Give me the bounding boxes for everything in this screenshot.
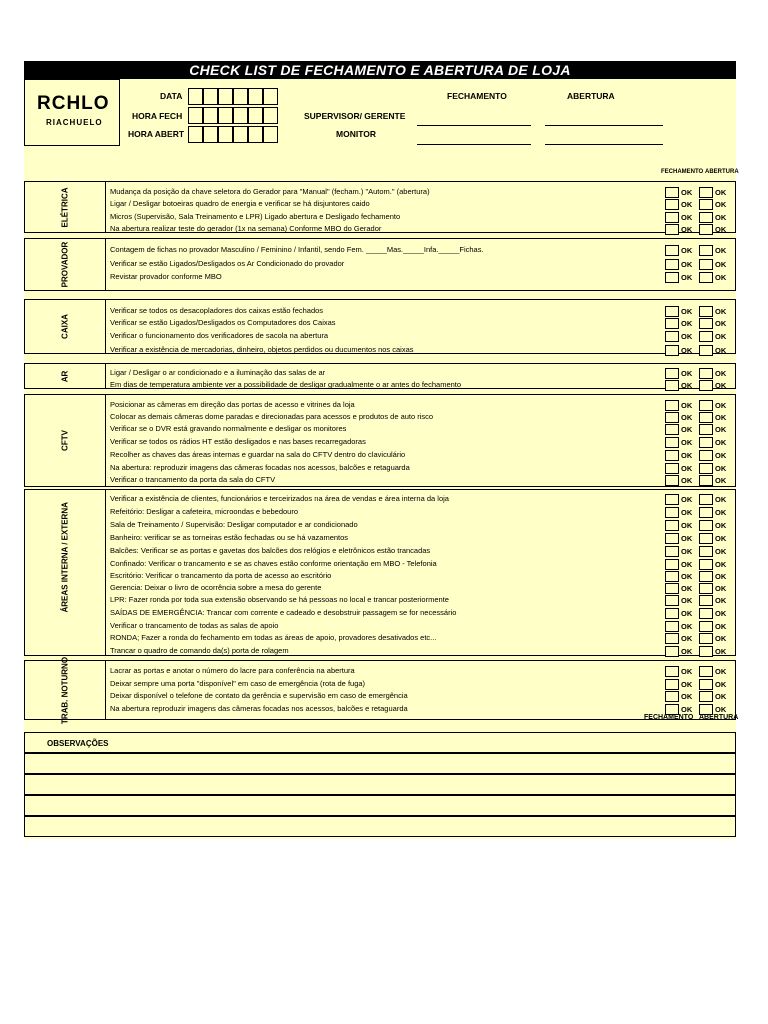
abertura-checkbox[interactable] (699, 224, 713, 235)
ok-label: OK (681, 369, 693, 378)
abertura-checkbox[interactable] (699, 187, 713, 198)
checklist-item: Na abertura: reproduzir imagens das câmeras focadas nos acessos, balcões e retaguarda (110, 463, 410, 472)
checklist-item: Banheiro: verificar se as torneiras estão fechadas ou se há vazamentos (110, 533, 349, 542)
ok-label: OK (715, 346, 727, 355)
fechamento-checkbox[interactable] (665, 571, 679, 582)
ok-label: OK (715, 609, 727, 618)
fechamento-checkbox[interactable] (665, 475, 679, 486)
fechamento-checkbox[interactable] (665, 494, 679, 505)
ok-label: OK (681, 560, 693, 569)
ok-label: OK (715, 438, 727, 447)
checklist-item: Verificar o trancamento de todas as salas de apoio (110, 621, 279, 630)
ok-label: OK (715, 200, 727, 209)
col-header-fechamento-top: FECHAMENTO (661, 169, 704, 175)
ok-label: OK (681, 547, 693, 556)
fechamento-checkbox[interactable] (665, 380, 679, 391)
ok-label: OK (681, 200, 693, 209)
abertura-checkbox[interactable] (699, 259, 713, 270)
ok-label: OK (715, 273, 727, 282)
ok-label: OK (715, 596, 727, 605)
ok-label: OK (681, 647, 693, 656)
checklist-item: LPR: Fazer ronda por toda sua extensão observando se há pessoas no local e trancar posteriormente (110, 595, 449, 604)
checklist-item: Verificar se estão Ligados/Desligados os Ar Condicionado do provador (110, 259, 345, 268)
date-grid-cell[interactable] (263, 88, 278, 105)
fechamento-checkbox[interactable] (665, 646, 679, 657)
ok-label: OK (681, 680, 693, 689)
monitor-label: MONITOR (336, 129, 376, 139)
fechamento-checkbox[interactable] (665, 259, 679, 270)
ok-label: OK (681, 521, 693, 530)
abertura-checkbox[interactable] (699, 437, 713, 448)
date-grid-cell[interactable] (263, 107, 278, 124)
ok-label: OK (681, 319, 693, 328)
monitor-fechamento-line[interactable] (417, 144, 531, 145)
date-grid-cell[interactable] (248, 126, 263, 143)
abertura-checkbox[interactable] (699, 571, 713, 582)
section-6 (24, 489, 736, 656)
fechamento-checkbox[interactable] (665, 331, 679, 342)
abertura-checkbox[interactable] (699, 380, 713, 391)
section-4 (24, 363, 736, 389)
checklist-item: Deixar disponível o telefone de contato da gerência e supervisão em caso de emergência (110, 691, 408, 700)
ok-label: OK (715, 667, 727, 676)
observacoes-line[interactable] (24, 753, 736, 774)
checklist-item: Na abertura realizar teste do gerador (1x na semana) Conforme MBO do Gerador (110, 224, 382, 233)
section-label: PROVADOR (60, 241, 70, 288)
abertura-checkbox[interactable] (699, 646, 713, 657)
col-header-fechamento-bottom: FECHAMENTO (644, 714, 694, 721)
ok-label: OK (681, 188, 693, 197)
checklist-item: Ligar / Desligar botoeiras quadro de energia e verificar se há disjuntores caido (110, 199, 370, 208)
checklist-item: Revistar provador conforme MBO (110, 272, 222, 281)
ok-label: OK (681, 667, 693, 676)
ok-label: OK (681, 584, 693, 593)
checklist-item: Verificar se o DVR está gravando normalmente e desligar os monitores (110, 424, 347, 433)
ok-label: OK (715, 413, 727, 422)
abertura-checkbox[interactable] (699, 507, 713, 518)
ok-label: OK (681, 451, 693, 460)
ok-label: OK (715, 495, 727, 504)
fechamento-checkbox[interactable] (665, 633, 679, 644)
abertura-checkbox[interactable] (699, 533, 713, 544)
checklist-item: RONDA; Fazer a ronda do fechamento em todas as áreas de apoio, provadores desativados etc... (110, 633, 437, 642)
ok-label: OK (681, 534, 693, 543)
abertura-checkbox[interactable] (699, 608, 713, 619)
ok-label: OK (715, 319, 727, 328)
date-grid-cell[interactable] (218, 126, 233, 143)
ok-label: OK (681, 572, 693, 581)
logo-sub-text: RIACHUELO (46, 118, 103, 127)
fechamento-checkbox[interactable] (665, 199, 679, 210)
fechamento-checkbox[interactable] (665, 224, 679, 235)
ok-label: OK (681, 705, 693, 714)
abertura-checkbox[interactable] (699, 666, 713, 677)
abertura-checkbox[interactable] (699, 559, 713, 570)
observacoes-line[interactable] (24, 795, 736, 816)
checklist-item: SAÍDAS DE EMERGÊNCIA: Trancar com corrente e cadeado e desobstruir passagem se for necessário (110, 608, 457, 617)
observacoes-label: OBSERVAÇÕES (47, 739, 109, 748)
fechamento-checkbox[interactable] (665, 424, 679, 435)
fechamento-checkbox[interactable] (665, 437, 679, 448)
fechamento-checkbox[interactable] (665, 507, 679, 518)
checklist-item: Verificar se estão Ligados/Desligados os Computadores dos Caixas (110, 318, 336, 327)
ok-label: OK (715, 547, 727, 556)
ok-label: OK (715, 521, 727, 530)
checklist-item: Lacrar as portas e anotar o número do lacre para conferência na abertura (110, 666, 355, 675)
section-label: CAIXA (60, 314, 70, 339)
date-grid-cell[interactable] (248, 107, 263, 124)
abertura-checkbox[interactable] (699, 212, 713, 223)
checklist-item: Deixar sempre uma porta "disponível" em caso de emergência (rota de fuga) (110, 679, 366, 688)
checklist-item: Verificar o funcionamento dos verificadores de sacola na abertura (110, 331, 329, 340)
ok-label: OK (681, 596, 693, 605)
fechamento-checkbox[interactable] (665, 345, 679, 356)
abertura-label: ABERTURA (567, 91, 615, 101)
observacoes-row[interactable] (24, 732, 736, 753)
hora-fech-label: HORA FECH (132, 111, 183, 121)
form-title: CHECK LIST DE FECHAMENTO E ABERTURA DE LOJA (24, 61, 736, 79)
abertura-checkbox[interactable] (699, 450, 713, 461)
ok-label: OK (681, 273, 693, 282)
fechamento-checkbox[interactable] (665, 559, 679, 570)
fechamento-checkbox[interactable] (665, 691, 679, 702)
fechamento-checkbox[interactable] (665, 272, 679, 283)
abertura-checkbox[interactable] (699, 621, 713, 632)
checklist-item: Gerencia: Deixar o livro de ocorrência sobre a mesa do gerente (110, 583, 322, 592)
abertura-checkbox[interactable] (699, 463, 713, 474)
ok-label: OK (715, 584, 727, 593)
ok-label: OK (681, 401, 693, 410)
checklist-item: Em dias de temperatura ambiente ver a possibilidade de desligar gradualmente o ar antes do fechamento (110, 380, 462, 389)
date-grid-cell[interactable] (218, 88, 233, 105)
ok-label: OK (681, 307, 693, 316)
abertura-checkbox[interactable] (699, 306, 713, 317)
checklist-item: Sala de Treinamento / Supervisão: Desligar computador e ar condicionado (110, 520, 358, 529)
date-grid-cell[interactable] (188, 88, 203, 105)
ok-label: OK (715, 260, 727, 269)
checklist-item: Contagem de fichas no provador Masculino / Feminino / Infantil, sendo Fem. _____Mas._____Infa._____Fichas. (110, 245, 484, 254)
checklist-item: Micros (Supervisão, Sala Treinamento e LPR) Ligado abertura e Desligado fechamento (110, 212, 401, 221)
date-grid-cell[interactable] (188, 107, 203, 124)
checklist-item: Posicionar as câmeras em direção das portas de acesso e vitrines da loja (110, 400, 355, 409)
logo-main-text: RCHLO (37, 93, 110, 114)
ok-label: OK (681, 438, 693, 447)
checklist-item: Verificar o trancamento da porta da sala do CFTV (110, 475, 276, 484)
ok-label: OK (715, 680, 727, 689)
abertura-checkbox[interactable] (699, 272, 713, 283)
ok-label: OK (715, 476, 727, 485)
abertura-checkbox[interactable] (699, 331, 713, 342)
ok-label: OK (715, 451, 727, 460)
date-grid-cell[interactable] (263, 126, 278, 143)
ok-label: OK (681, 476, 693, 485)
data-label: DATA (160, 91, 183, 101)
fechamento-checkbox[interactable] (665, 318, 679, 329)
abertura-checkbox[interactable] (699, 199, 713, 210)
abertura-checkbox[interactable] (699, 475, 713, 486)
section-5 (24, 394, 736, 487)
section-1 (24, 181, 736, 233)
abertura-checkbox[interactable] (699, 691, 713, 702)
ok-label: OK (681, 495, 693, 504)
abertura-checkbox[interactable] (699, 595, 713, 606)
checklist-item: Na abertura reproduzir imagens das câmeras focadas nos acessos, balcões e retaguarda (110, 704, 408, 713)
checklist-item: Balcões: Verificar se as portas e gavetas dos balcões dos relógios e eletrônicos estão trancadas (110, 546, 431, 555)
ok-label: OK (681, 413, 693, 422)
abertura-checkbox[interactable] (699, 368, 713, 379)
checklist-item: Recolher as chaves das áreas internas e guardar na sala do CFTV dentro do claviculário (110, 450, 406, 459)
fechamento-label: FECHAMENTO (447, 91, 507, 101)
ok-label: OK (715, 381, 727, 390)
fechamento-checkbox[interactable] (665, 679, 679, 690)
fechamento-checkbox[interactable] (665, 666, 679, 677)
fechamento-checkbox[interactable] (665, 463, 679, 474)
date-grid-cell[interactable] (188, 126, 203, 143)
ok-label: OK (715, 647, 727, 656)
abertura-checkbox[interactable] (699, 345, 713, 356)
ok-label: OK (681, 332, 693, 341)
checklist-item: Colocar as demais câmeras dome paradas e direcionadas para acessos e produtos de auto risco (110, 412, 434, 421)
date-grid-cell[interactable] (203, 88, 218, 105)
checklist-item: Verificar a existência de clientes, funcionários e terceirizados na área de vendas e área interna da loja (110, 494, 449, 503)
abertura-checkbox[interactable] (699, 494, 713, 505)
ok-label: OK (715, 572, 727, 581)
checklist-item: Confinado: Verificar o trancamento e se as chaves estão conforme orientação em MBO - Telefonia (110, 559, 437, 568)
date-grid-cell[interactable] (233, 107, 248, 124)
checklist-item: Verificar a existência de mercadorias, dinheiro, objetos perdidos ou ducumentos nos caixas (110, 345, 414, 354)
abertura-checkbox[interactable] (699, 400, 713, 411)
ok-label: OK (681, 425, 693, 434)
fechamento-checkbox[interactable] (665, 583, 679, 594)
col-header-abertura-bottom: ABERTURA (699, 714, 739, 721)
section-label: AR (60, 370, 70, 383)
fechamento-checkbox[interactable] (665, 595, 679, 606)
ok-label: OK (681, 634, 693, 643)
checklist-sheet (24, 61, 739, 839)
abertura-checkbox[interactable] (699, 318, 713, 329)
checklist-item: Trancar o quadro de comando da(s) porta de rolagem (110, 646, 289, 655)
abertura-checkbox[interactable] (699, 546, 713, 557)
monitor-abertura-line[interactable] (545, 144, 663, 145)
ok-label: OK (715, 307, 727, 316)
abertura-checkbox[interactable] (699, 245, 713, 256)
ok-label: OK (715, 508, 727, 517)
fechamento-checkbox[interactable] (665, 546, 679, 557)
ok-label: OK (715, 213, 727, 222)
section-label-cell (25, 490, 106, 655)
ok-label: OK (681, 260, 693, 269)
fechamento-checkbox[interactable] (665, 400, 679, 411)
date-grid-cell[interactable] (233, 88, 248, 105)
ok-label: OK (715, 332, 727, 341)
ok-label: OK (681, 692, 693, 701)
section-label-cell (25, 364, 106, 388)
fechamento-checkbox[interactable] (665, 608, 679, 619)
section-label-cell (25, 656, 106, 725)
section-label: CFTV (60, 430, 70, 451)
ok-label: OK (681, 622, 693, 631)
ok-label: OK (715, 692, 727, 701)
supervisor-fechamento-line[interactable] (417, 125, 531, 126)
abertura-checkbox[interactable] (699, 633, 713, 644)
col-header-abertura-top: ABERTURA (705, 169, 739, 175)
ok-label: OK (715, 188, 727, 197)
ok-label: OK (681, 464, 693, 473)
fechamento-checkbox[interactable] (665, 368, 679, 379)
ok-label: OK (715, 464, 727, 473)
checklist-item: Escritório: Verificar o trancamento da porta de acesso ao escritório (110, 571, 332, 580)
observacoes-line[interactable] (24, 816, 736, 837)
ok-label: OK (715, 560, 727, 569)
fechamento-checkbox[interactable] (665, 245, 679, 256)
checklist-item: Verificar se todos os desacopladores dos caixas estão fechados (110, 306, 324, 315)
section-label: ÁREAS INTERNA / EXTERNA (60, 502, 70, 613)
checklist-item: Verificar se todos os rádios HT estão desligados e nas bases recarregadoras (110, 437, 366, 446)
section-7 (24, 656, 739, 725)
fechamento-checkbox[interactable] (665, 187, 679, 198)
checklist-item: Ligar / Desligar o ar condicionado e a iluminação das salas de ar (110, 368, 326, 377)
fechamento-checkbox[interactable] (665, 520, 679, 531)
section-3 (24, 299, 736, 354)
ok-label: OK (715, 705, 727, 714)
fechamento-checkbox[interactable] (665, 450, 679, 461)
ok-label: OK (715, 622, 727, 631)
ok-label: OK (681, 381, 693, 390)
abertura-checkbox[interactable] (699, 412, 713, 423)
section-label-cell (25, 239, 106, 290)
date-grid-cell[interactable] (233, 126, 248, 143)
fechamento-checkbox[interactable] (665, 212, 679, 223)
abertura-checkbox[interactable] (699, 520, 713, 531)
fechamento-checkbox[interactable] (665, 621, 679, 632)
ok-label: OK (681, 508, 693, 517)
date-grid-cell[interactable] (218, 107, 233, 124)
ok-label: OK (681, 213, 693, 222)
supervisor-label: SUPERVISOR/ GERENTE (304, 111, 406, 121)
checklist-item: Refeitório: Desligar a cafeteira, microondas e bebedouro (110, 507, 299, 516)
checklist-item: Mudança da posição da chave seletora do Gerador para "Manual" (fecham.) "Autom." (abertura) (110, 187, 430, 196)
abertura-checkbox[interactable] (699, 679, 713, 690)
ok-label: OK (715, 369, 727, 378)
section-label-cell (25, 395, 106, 486)
ok-label: OK (715, 534, 727, 543)
ok-label: OK (715, 246, 727, 255)
ok-label: OK (715, 401, 727, 410)
ok-label: OK (681, 609, 693, 618)
fechamento-checkbox[interactable] (665, 533, 679, 544)
date-grid-cell[interactable] (203, 126, 218, 143)
fechamento-checkbox[interactable] (665, 412, 679, 423)
riachuelo-logo (24, 79, 120, 146)
fechamento-checkbox[interactable] (665, 306, 679, 317)
abertura-checkbox[interactable] (699, 583, 713, 594)
ok-label: OK (715, 225, 727, 234)
ok-label: OK (681, 346, 693, 355)
section-label: ELÉTRICA (60, 187, 70, 228)
ok-label: OK (681, 225, 693, 234)
ok-label: OK (681, 246, 693, 255)
date-grid-cell[interactable] (248, 88, 263, 105)
supervisor-abertura-line[interactable] (545, 125, 663, 126)
hora-abert-label: HORA ABERT (128, 129, 185, 139)
ok-label: OK (715, 634, 727, 643)
ok-label: OK (715, 425, 727, 434)
section-2 (24, 238, 736, 291)
date-grid-cell[interactable] (203, 107, 218, 124)
section-label: TRAB. NOTURNO (60, 656, 70, 725)
abertura-checkbox[interactable] (699, 424, 713, 435)
observacoes-line[interactable] (24, 774, 736, 795)
